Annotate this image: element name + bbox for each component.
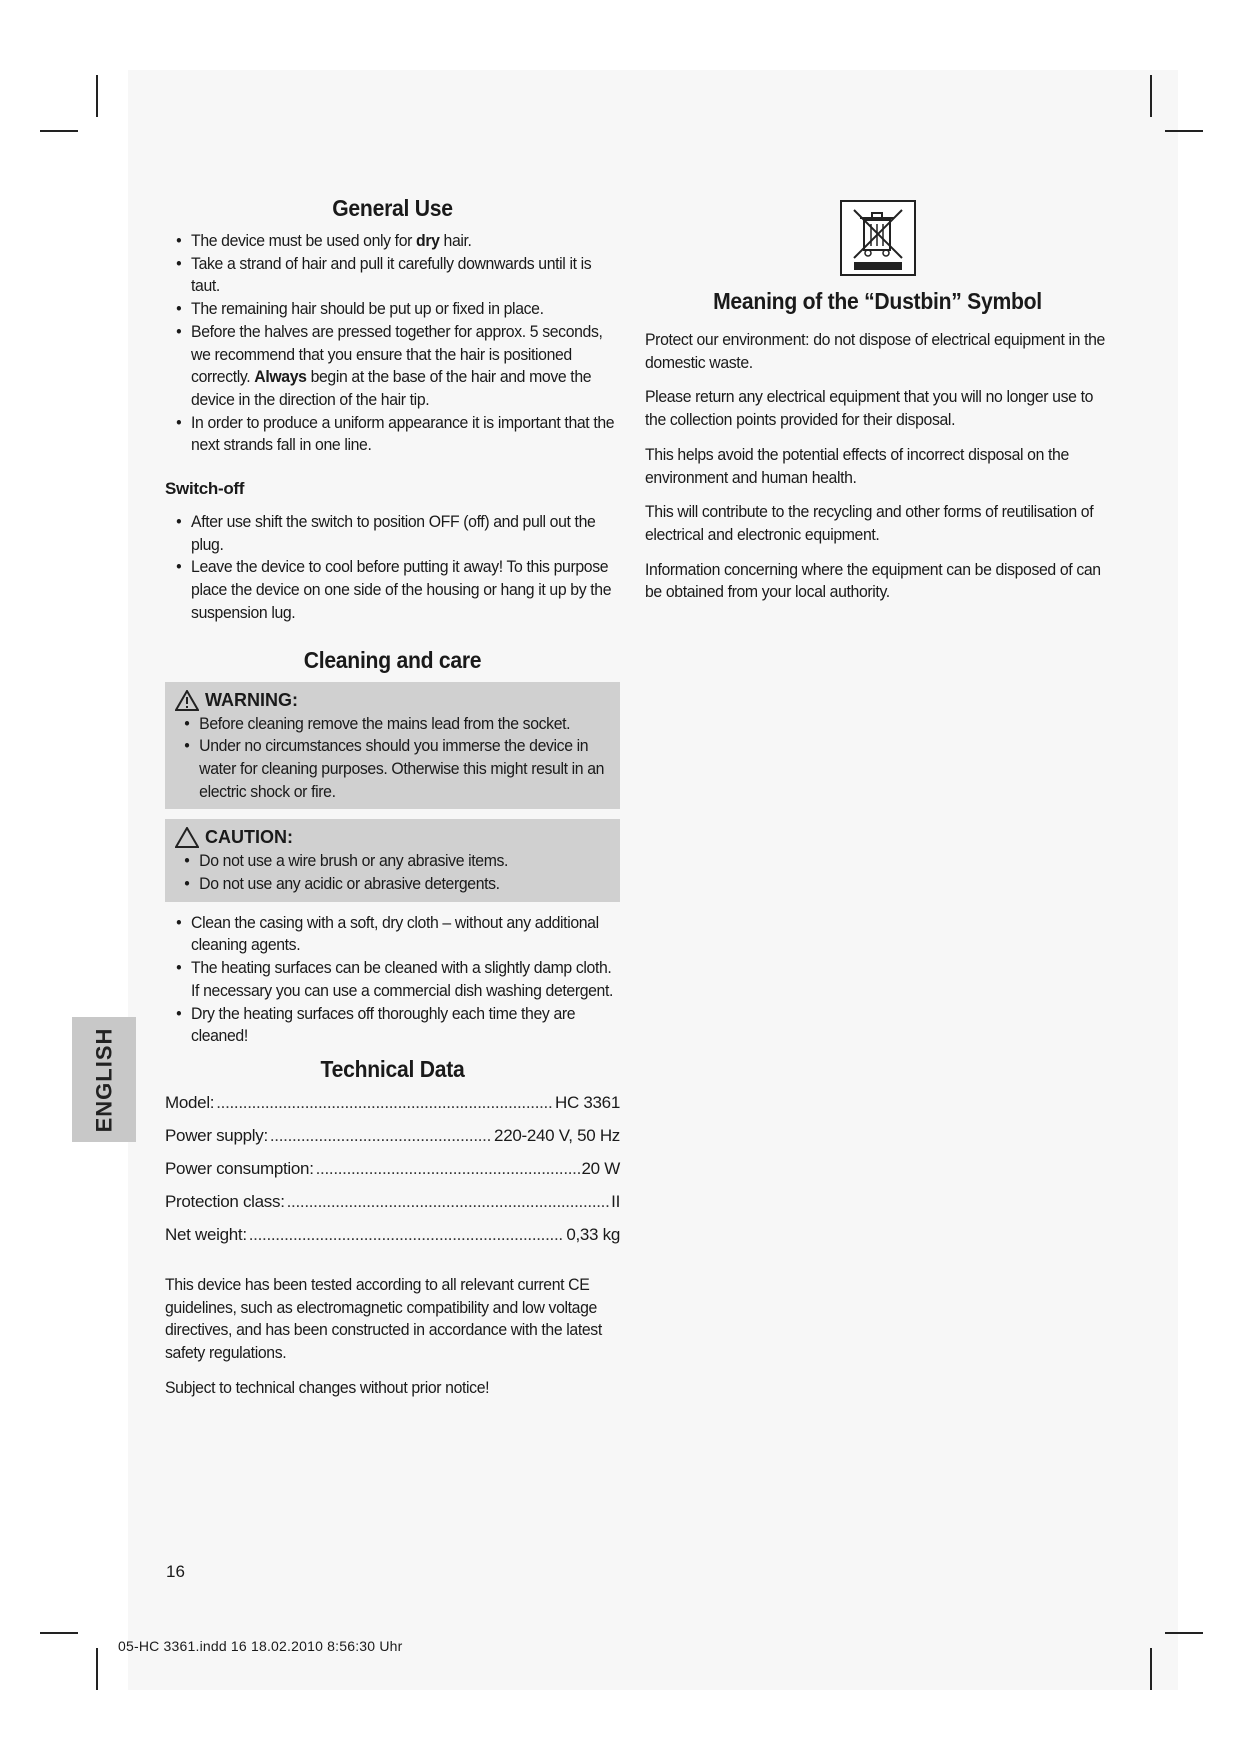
general-use-title: General Use bbox=[332, 195, 453, 221]
right-column bbox=[645, 200, 1110, 616]
crop-mark bbox=[40, 130, 78, 132]
caution-label: CAUTION: bbox=[205, 827, 293, 848]
general-use-list bbox=[165, 230, 622, 457]
technical-title: Technical Data bbox=[320, 1055, 465, 1082]
cleaning-title: Cleaning and care bbox=[303, 646, 482, 673]
list-item: • After use shift the switch to position OFF (off) and pull out the plug. bbox=[165, 511, 622, 556]
ce-paragraph: This device has been tested according to all relevant current CE guidelines, such as electromagnetic compatibility and low voltage directives, and has been constructed in accordance with the latest safety regulations. bbox=[165, 1274, 602, 1363]
tech-row-protection-class: Protection class: ..... II bbox=[165, 1192, 620, 1225]
crop-mark bbox=[1165, 130, 1203, 132]
warning-box bbox=[165, 682, 620, 810]
left-column bbox=[165, 195, 620, 1412]
caution-heading bbox=[175, 827, 614, 848]
list-item: • Before cleaning remove the mains lead from the socket. bbox=[175, 713, 616, 736]
caution-box bbox=[165, 819, 620, 901]
language-tab-label: ENGLISH bbox=[91, 1027, 117, 1132]
list-item: • Clean the casing with a soft, dry cloth – without any additional cleaning agents. bbox=[165, 912, 622, 957]
crop-mark bbox=[96, 1648, 98, 1690]
changes-notice: Subject to technical changes without prior notice! bbox=[165, 1377, 490, 1397]
warning-list bbox=[175, 713, 616, 804]
technical-table bbox=[165, 1093, 620, 1258]
dustbin-paragraph: Information concerning where the equipment can be disposed of can be obtained from your local authority. bbox=[645, 559, 1101, 602]
crop-mark bbox=[1150, 75, 1152, 117]
tech-row-net-weight: Net weight: ..... 0,33 kg bbox=[165, 1225, 620, 1258]
list-item: • In order to produce a uniform appearance it is important that the next strands fall in one line. bbox=[165, 412, 622, 457]
dustbin-paragraph: Please return any electrical equipment that you will no longer use to the collection points provided for their disposal. bbox=[645, 387, 1094, 430]
list-item: • Leave the device to cool before putting it away! To this purpose place the device on one side of the housing or hang it up by the suspension lug. bbox=[165, 556, 622, 624]
list-item: • The device must be used only for dry hair. bbox=[165, 230, 622, 253]
tech-row-power-consumption: Power consumption: ..... 20 W bbox=[165, 1159, 620, 1192]
warning-label: WARNING: bbox=[205, 689, 298, 710]
list-item: • The remaining hair should be put up or fixed in place. bbox=[165, 298, 622, 321]
caution-triangle-icon bbox=[175, 827, 199, 848]
page-number: 16 bbox=[166, 1562, 185, 1581]
list-item: • Under no circumstances should you immerse the device in water for cleaning purposes. Otherwise this might result in an electric shock or fire. bbox=[175, 735, 616, 803]
warning-triangle-icon bbox=[175, 690, 199, 711]
list-item: • The heating surfaces can be cleaned with a slightly damp cloth. If necessary you can use a commercial dish washing detergent. bbox=[165, 957, 622, 1002]
list-item: • Do not use a wire brush or any abrasive items. bbox=[175, 850, 616, 873]
switch-off-heading: Switch-off bbox=[165, 479, 245, 499]
crop-mark bbox=[1165, 1632, 1203, 1634]
print-footer: 05-HC 3361.indd 16 18.02.2010 8:56:30 Uhr bbox=[118, 1638, 403, 1654]
language-tab bbox=[72, 1017, 136, 1142]
list-item: • Take a strand of hair and pull it carefully downwards until it is taut. bbox=[165, 253, 622, 298]
dustbin-title: Meaning of the “Dustbin” Symbol bbox=[713, 288, 1042, 314]
list-item: • Dry the heating surfaces off thoroughly each time they are cleaned! bbox=[165, 1003, 622, 1048]
list-item: • Do not use any acidic or abrasive detergents. bbox=[175, 873, 616, 896]
caution-list bbox=[175, 850, 616, 895]
crossed-dustbin-icon bbox=[840, 200, 916, 276]
switch-off-list bbox=[165, 511, 622, 625]
crop-mark bbox=[40, 1632, 78, 1634]
list-item: • Before the halves are pressed together for approx. 5 seconds, we recommend that you ensure that the hair is positioned correctly. Always begin at the base of the hair and move the device in the direction of the hair tip. bbox=[165, 321, 622, 412]
tech-row-power-supply: Power supply: ..... 220-240 V, 50 Hz bbox=[165, 1126, 620, 1159]
warning-heading bbox=[175, 690, 614, 711]
crop-mark bbox=[96, 75, 98, 117]
dustbin-paragraph: This helps avoid the potential effects of incorrect disposal on the environment and human health. bbox=[645, 444, 1069, 487]
cleaning-list bbox=[165, 912, 622, 1048]
tech-row-model: Model: ..... HC 3361 bbox=[165, 1093, 620, 1126]
dustbin-paragraph: Protect our environment: do not dispose of electrical equipment in the domestic waste. bbox=[645, 330, 1105, 372]
dustbin-paragraph: This will contribute to the recycling and other forms of reutilisation of electrical and electronic equipment. bbox=[645, 502, 1094, 544]
crop-mark bbox=[1150, 1648, 1152, 1690]
